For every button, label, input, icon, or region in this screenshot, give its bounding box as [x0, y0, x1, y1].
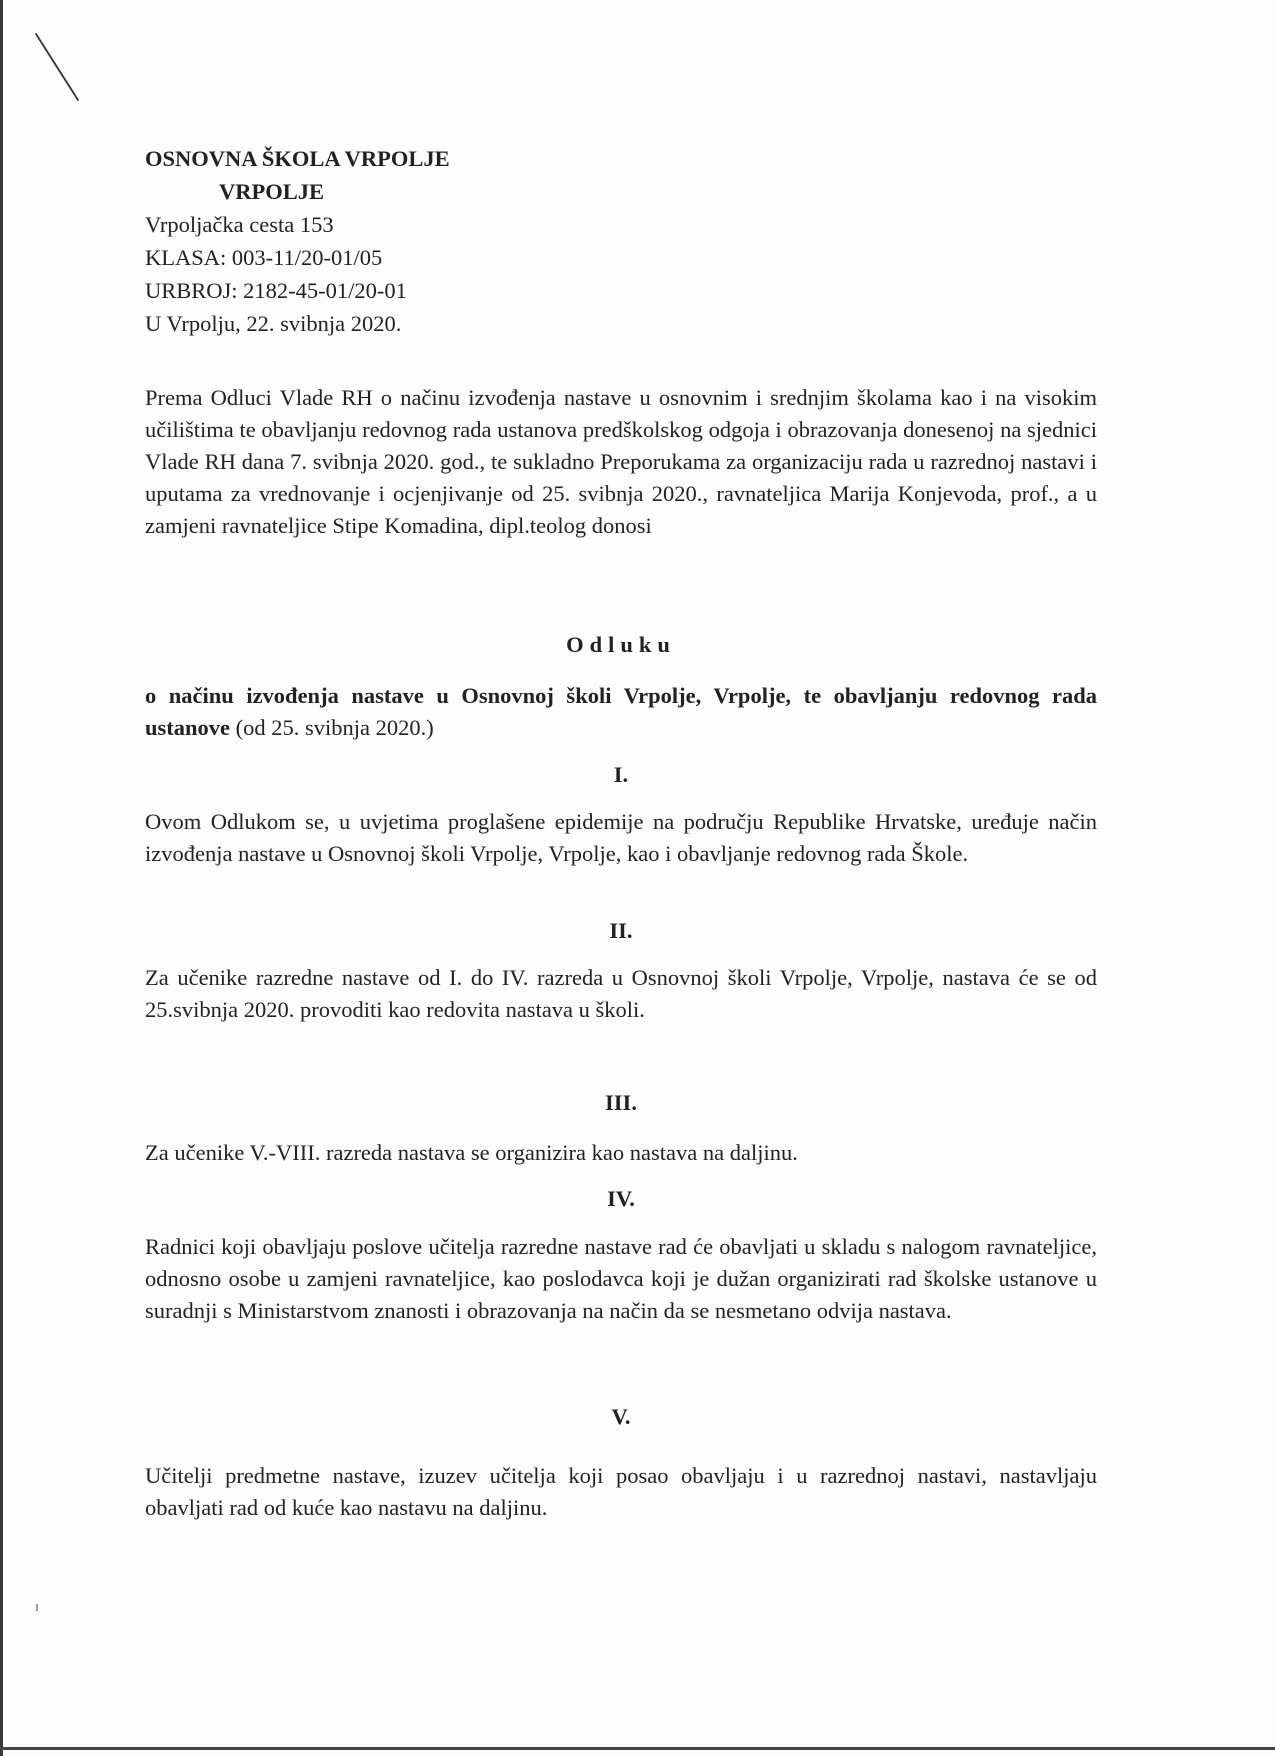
section-numeral-5: V.: [611, 1404, 631, 1429]
letterhead: [145, 142, 450, 340]
urbroj-number: URBROJ: 2182-45-01/20-01: [145, 278, 407, 303]
section-text-5: Učitelji predmetne nastave, izuzev učitelja koji posao obavljaju i u razrednoj nastavi, nastavljaju obavljati rad od kuće kao nastavu na daljinu.: [145, 1463, 1097, 1520]
section-numeral-1: I.: [613, 762, 629, 787]
preamble-paragraph: Prema Odluci Vlade RH o načinu izvođenja nastave u osnovnim i srednjim školama kao i na visokim učilištima te obavljanju redovnog rada ustanova predškolskog odgoja i obrazovanja donesenoj na sjednici Vlade RH dana 7. svibnja 2020. god., te sukladno Preporukama za organizaciju rada u razrednoj nastavi i uputama za vrednovanje i ocjenjivanje od 25. svibnja 2020., ravnateljica Marija Konjevoda, prof., a u zamjeni ravnateljice Stipe Komadina, dipl.teolog donosi: [145, 385, 1097, 538]
klasa-number: KLASA: 003-11/20-01/05: [145, 245, 383, 270]
section-numeral-3: III.: [605, 1090, 637, 1115]
pen-stroke-mark: [30, 28, 90, 108]
decision-subtitle-date: (od 25. svibnja 2020.): [230, 715, 434, 740]
decision-subtitle: [145, 680, 1097, 744]
scan-left-edge: [0, 0, 3, 1756]
scan-speck: [36, 1604, 38, 1611]
section-text-4: Radnici koji obavljaju poslove učitelja razredne nastave rad će obavljati u skladu s nalogom ravnateljice, odnosno osobe u zamjeni ravnateljice, kao poslodavca koji je dužan organizirati rad školske ustanove u suradnji s Ministarstvom znanosti i obrazovanja na način da se nesmetano odvija nastava.: [145, 1234, 1097, 1323]
section-text-3: Za učenike V.-VIII. razreda nastava se organizira kao nastava na daljinu.: [145, 1140, 798, 1165]
scan-bottom-edge: [0, 1747, 1275, 1750]
section-numeral-2: II.: [609, 918, 633, 943]
section-numeral-4: IV.: [607, 1186, 635, 1211]
section-text-2: Za učenike razredne nastave od I. do IV. razreda u Osnovnoj školi Vrpolje, Vrpolje, nastava će se od 25.svibnja 2020. provoditi kao redovita nastava u školi.: [145, 965, 1097, 1022]
school-address: Vrpoljačka cesta 153: [145, 212, 334, 237]
school-place: VRPOLJE: [219, 179, 325, 204]
date-line: U Vrpolju, 22. svibnja 2020.: [145, 311, 402, 336]
decision-subtitle-bold: o načinu izvođenja nastave u Osnovnoj školi Vrpolje, Vrpolje, te obavljanju redovnog rada ustanove: [145, 683, 1097, 740]
decision-title: Odluku: [566, 632, 676, 657]
school-name: OSNOVNA ŠKOLA VRPOLJE: [145, 146, 450, 171]
section-text-1: Ovom Odlukom se, u uvjetima proglašene epidemije na području Republike Hrvatske, uređuje način izvođenja nastave u Osnovnoj školi Vrpolje, Vrpolje, kao i obavljanje redovnog rada Škole.: [145, 809, 1097, 866]
